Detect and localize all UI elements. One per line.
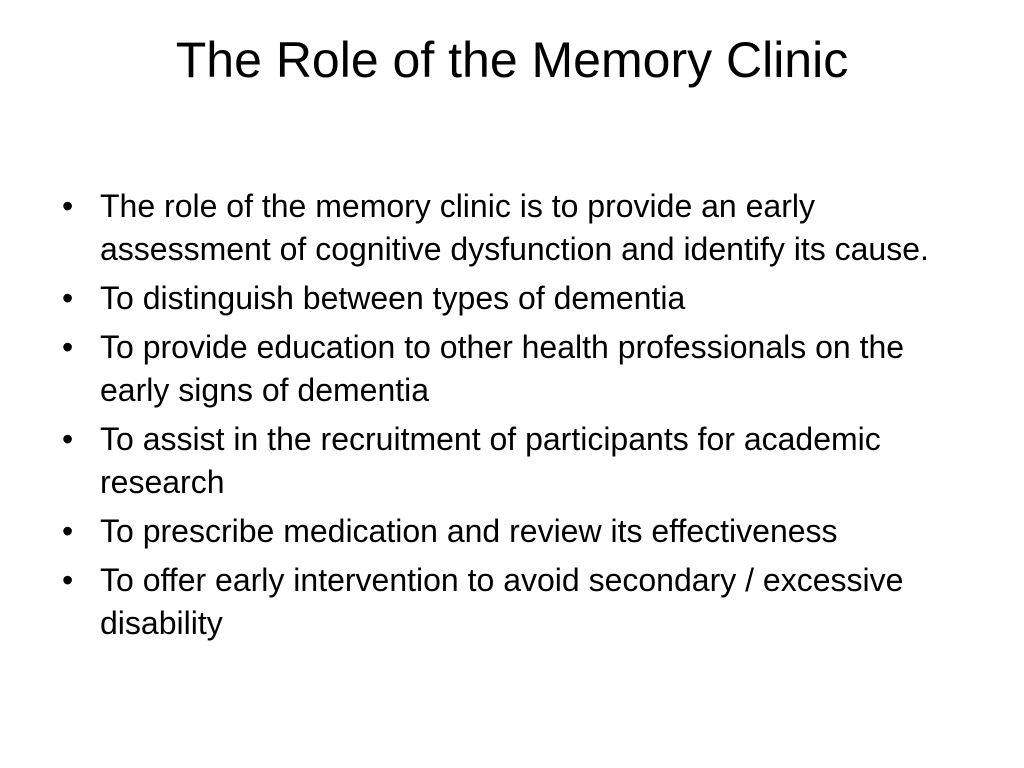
bullet-item bbox=[56, 277, 956, 320]
bullet-text: To prescribe medication and review its effectiveness bbox=[100, 513, 838, 549]
bullet-text: To offer early intervention to avoid secondary / excessive disability bbox=[100, 562, 904, 641]
bullet-item bbox=[56, 559, 956, 645]
bullet-icon: • bbox=[62, 562, 74, 598]
bullet-item bbox=[56, 326, 956, 412]
bullet-icon: • bbox=[62, 421, 74, 457]
bullet-item bbox=[56, 418, 956, 504]
bullet-icon: • bbox=[62, 513, 74, 549]
bullet-list bbox=[56, 185, 956, 651]
bullet-icon: • bbox=[62, 280, 74, 316]
bullet-item bbox=[56, 185, 956, 271]
bullet-item bbox=[56, 510, 956, 553]
bullet-text: To assist in the recruitment of participants for academic research bbox=[100, 421, 881, 500]
bullet-text: To distinguish between types of dementia bbox=[100, 280, 686, 316]
bullet-icon: • bbox=[62, 188, 74, 224]
bullet-text: The role of the memory clinic is to provide an early assessment of cognitive dysfunction and identify its cause. bbox=[100, 188, 929, 267]
bullet-icon: • bbox=[62, 329, 74, 365]
slide-title: The Role of the Memory Clinic bbox=[175, 32, 849, 88]
bullet-text: To provide education to other health professionals on the early signs of dementia bbox=[100, 329, 905, 408]
